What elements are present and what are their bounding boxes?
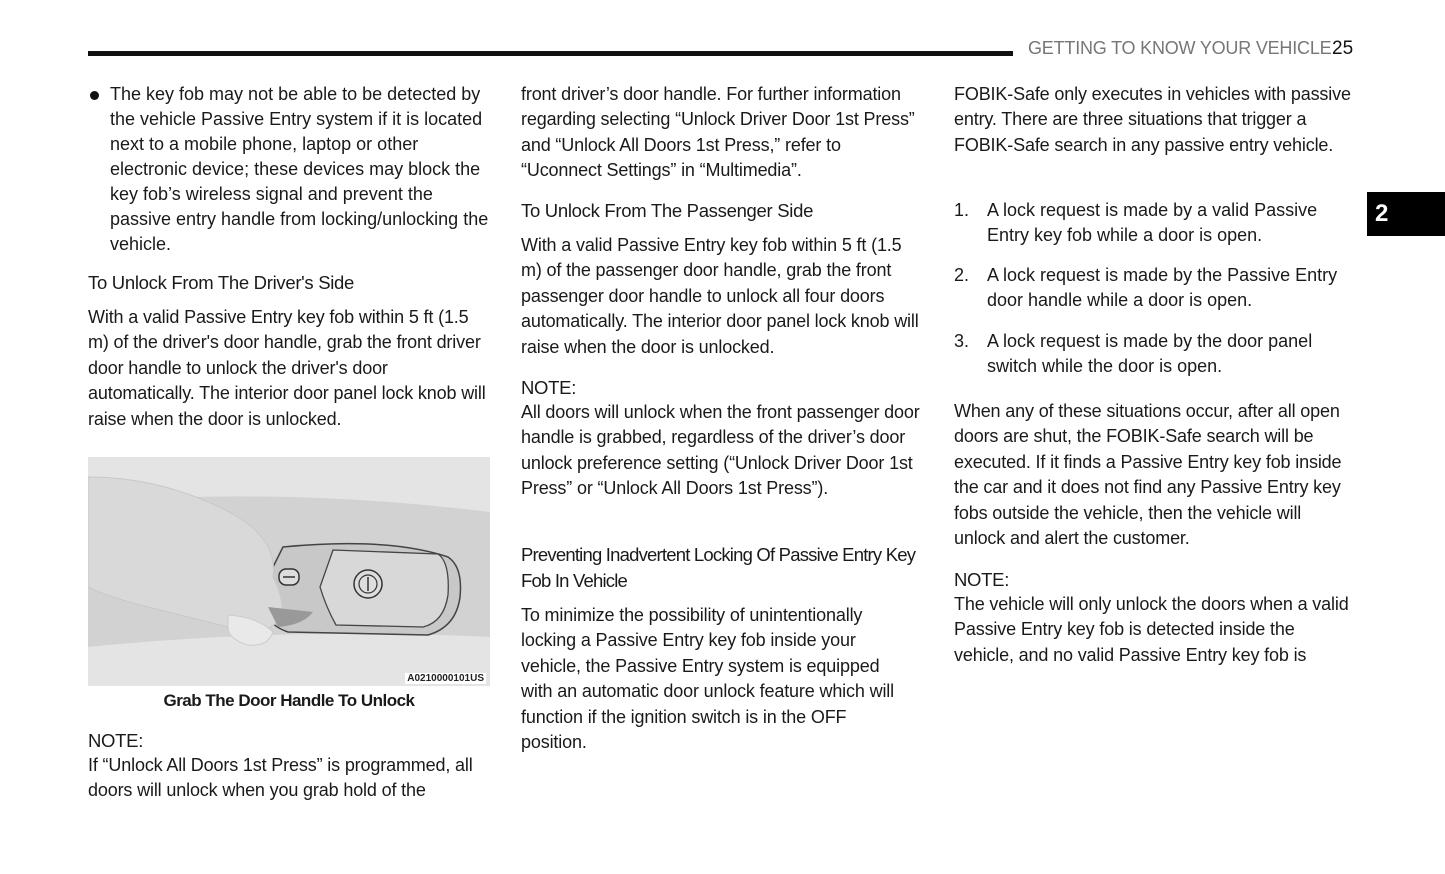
door-handle-figure <box>88 457 490 686</box>
paragraph: front driver’s door handle. For further information regarding selecting “Unlock Driver Door 1st Press” and “Unlock All Doors 1st Press,” refer to “Uconnect Settings” in “Multimedia”. <box>521 84 915 181</box>
bullet-text: The key fob may not be able to be detected by the vehicle Passive Entry system if it is located next to a mobile phone, laptop or other electronic device; these devices may block the key fob’s wireless signal and prevent the passive entry handle from locking/unlocking the vehicle. <box>110 84 489 254</box>
note-text: The vehicle will only unlock the doors when a valid Passive Entry key fob is detected inside the vehicle, and no valid Passive Entry key fob is <box>954 594 1349 665</box>
list-item <box>954 263 1356 314</box>
list-item <box>954 329 1356 380</box>
note-label: NOTE: <box>88 730 144 751</box>
chapter-tab: 2 <box>1367 192 1445 236</box>
paragraph: With a valid Passive Entry key fob within 5 ft (1.5 m) of the passenger door handle, grab the front passenger door handle to unlock all four doors automatically. The interior door panel lock knob will raise when the door is unlocked. <box>521 235 919 357</box>
paragraph: When any of these situations occur, after all open doors are shut, the FOBIK-Safe search will be executed. If it finds a Passive Entry key fob inside the car and it does not find any Passive Entry key fobs outside the vehicle, then the vehicle will unlock and alert the customer. <box>954 401 1342 549</box>
bullet-icon <box>90 91 99 100</box>
list-number: 3. <box>954 331 970 351</box>
paragraph: With a valid Passive Entry key fob within 5 ft (1.5 m) of the driver's door handle, grab the front driver door handle to unlock the driver's door automatically. The interior door panel lock knob will raise when the door is unlocked. <box>88 307 486 429</box>
bullet-item <box>88 82 492 257</box>
note-label: NOTE: <box>954 569 1010 590</box>
list-text: A lock request is made by the Passive Entry door handle while a door is open. <box>987 265 1338 311</box>
header-rule <box>88 51 1013 56</box>
section-title: GETTING TO KNOW YOUR VEHICLE <box>1028 38 1332 58</box>
heading-preventing-locking: Preventing Inadvertent Locking Of Passive Entry Key Fob In Vehicle <box>521 544 916 591</box>
figure-caption: Grab The Door Handle To Unlock <box>163 691 415 710</box>
heading-passenger-side: To Unlock From The Passenger Side <box>521 200 814 221</box>
heading-driver-side: To Unlock From The Driver's Side <box>88 272 355 293</box>
figure-id: A0210000101US <box>407 673 484 684</box>
list-item <box>954 198 1356 249</box>
list-number: 2. <box>954 265 970 285</box>
page-number: 25 <box>1332 38 1354 59</box>
paragraph: To minimize the possibility of unintentionally locking a Passive Entry key fob inside your vehicle, the Passive Entry system is equipped with an automatic door unlock feature which will function if the ignition switch is in the OFF position. <box>521 605 894 753</box>
list-number: 1. <box>954 200 970 220</box>
note-text: If “Unlock All Doors 1st Press” is programmed, all doors will unlock when you grab hold of the <box>88 755 473 801</box>
paragraph: FOBIK-Safe only executes in vehicles with passive entry. There are three situations that trigger a FOBIK-Safe search in any passive entry vehicle. <box>954 84 1351 155</box>
note-label: NOTE: <box>521 377 577 398</box>
note-text: All doors will unlock when the front passenger door handle is grabbed, regardless of the driver’s door unlock preference setting (“Unlock Driver Door 1st Press” or “Unlock All Doors 1st Press”). <box>521 402 920 499</box>
list-text: A lock request is made by a valid Passive Entry key fob while a door is open. <box>987 200 1318 246</box>
door-handle-illustration <box>88 457 490 686</box>
list-text: A lock request is made by the door panel switch while the door is open. <box>987 331 1313 377</box>
